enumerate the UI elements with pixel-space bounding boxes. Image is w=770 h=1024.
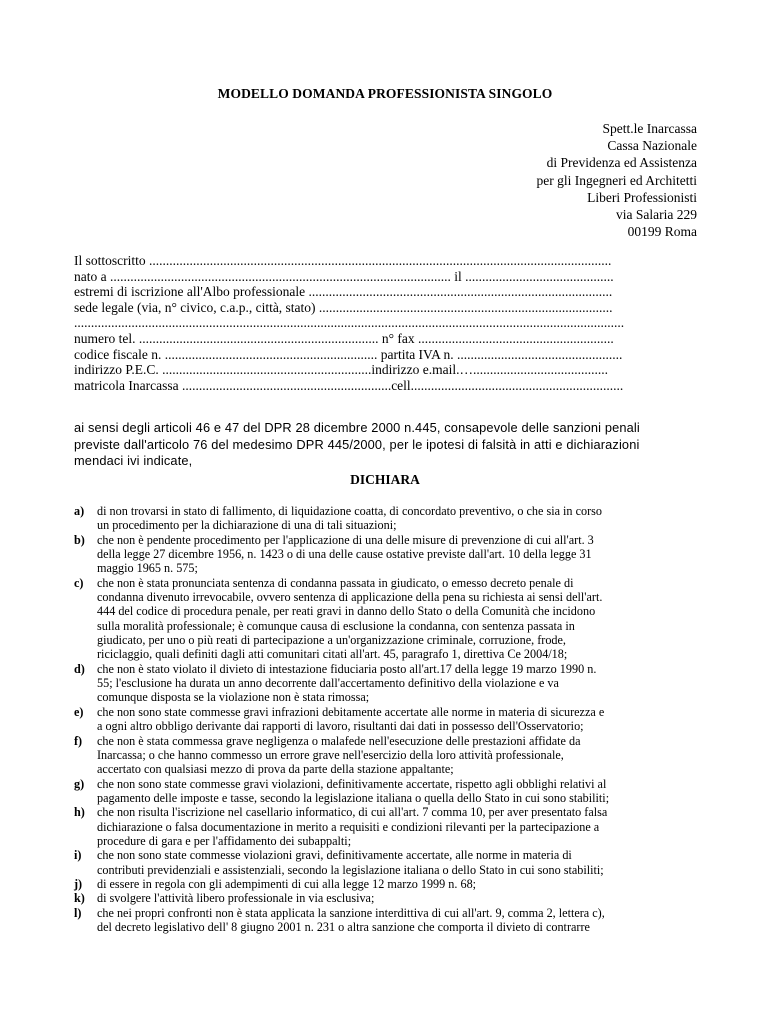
clause-text	[97, 576, 698, 662]
declaration-line: ai sensi degli articoli 46 e 47 del DPR 28 dicembre 2000 n.445, consapevole delle sanzioni penali	[74, 420, 640, 435]
clause-line: che non è stata commessa grave negligenza o malafede nell'esecuzione delle prestazioni affidate da	[97, 733, 581, 748]
clause-line: giudicato, per uno o più reati di partecipazione a un'organizzazione criminale, corruzione, frode,	[97, 633, 566, 648]
clause-letter: e)	[74, 704, 84, 719]
field-nascita[interactable]: nato a ..................................................................................................... il ............................................	[74, 268, 614, 284]
clause-line: contributi previdenziali e assistenziali, secondo la legislazione italiana o dello Stato in cui sono stabiliti;	[97, 862, 604, 877]
page-title: MODELLO DOMANDA PROFESSIONISTA SINGOLO	[217, 86, 553, 101]
declaration-line: mendaci ivi indicate,	[74, 453, 193, 469]
clause-item	[74, 533, 698, 576]
clause-letter: k)	[74, 891, 85, 906]
field-nome[interactable]: Il sottoscritto .........................................................................................................................................	[74, 253, 612, 268]
clause-item	[74, 877, 698, 891]
clause-line: che non sono state commesse gravi infrazioni debitamente accertate alle norme in materia di sicurezza e	[97, 704, 605, 719]
clause-text	[97, 705, 698, 734]
clause-letter: b)	[74, 532, 85, 547]
clause-line: maggio 1965 n. 575;	[97, 561, 198, 576]
declaration-intro	[74, 420, 699, 470]
clause-letter: i)	[74, 848, 82, 863]
clause-item	[74, 777, 698, 806]
recipient-line: via Salaria 229	[616, 207, 697, 223]
clause-text	[97, 504, 698, 533]
recipient-address	[537, 120, 697, 240]
clause-text	[97, 848, 698, 877]
clause-line: che non è stato violato il divieto di intestazione fiduciaria posto all'art.17 della legge 19 marzo 1990 n.	[97, 661, 597, 676]
clause-letter: j)	[74, 876, 83, 891]
recipient-line: di Previdenza ed Assistenza	[546, 155, 697, 171]
clause-line: della legge 27 dicembre 1956, n. 1423 o di una delle cause ostative previste dall'art. 10 della legge 31	[97, 547, 592, 562]
clause-letter: h)	[74, 805, 85, 820]
clause-line: di non trovarsi in stato di fallimento, di liquidazione coatta, di concordato preventivo, o che sia in corso	[97, 504, 602, 518]
clause-item	[74, 805, 698, 848]
clause-line: che non sono state commesse gravi violazioni, definitivamente accertate, rispetto agli obblighi relativi al	[97, 776, 607, 791]
clause-line: che non sono state commesse violazioni gravi, definitivamente accertate, alle norme in materia di	[97, 848, 572, 863]
clause-text	[97, 777, 698, 806]
clause-item	[74, 906, 698, 935]
recipient-line: 00199 Roma	[627, 224, 697, 240]
clause-line: a ogni altro obbligo derivante dai rapporti di lavoro, risultanti dai dati in possesso dell'Osservatorio;	[97, 719, 584, 734]
applicant-fields	[74, 253, 696, 393]
recipient-line: Liberi Professionisti	[587, 189, 697, 205]
clause-text	[97, 533, 698, 576]
clause-line: di essere in regola con gli adempimenti di cui alla legge 12 marzo 1999 n. 68;	[97, 876, 477, 891]
clause-item	[74, 705, 698, 734]
clause-line: che non è pendente procedimento per l'applicazione di una delle misure di prevenzione di cui all'art. 3	[97, 532, 594, 547]
clause-line: del decreto legislativo dell' 8 giugno 2001 n. 231 o altra sanzione che comporta il divieto di contrarre	[97, 919, 590, 934]
clause-text	[97, 662, 698, 705]
clause-line: un procedimento per la dichiarazione di una di tali situazioni;	[97, 518, 397, 533]
dichiara-heading: DICHIARA	[350, 472, 420, 487]
clause-text	[97, 734, 698, 777]
clause-line: Inarcassa; o che hanno commesso un errore grave nell'esercizio della loro attività professionale,	[97, 747, 564, 762]
clause-item	[74, 891, 698, 905]
field-codice-fiscale-iva[interactable]: codice fiscale n. ............................................................... partita IVA n. .................................................	[74, 346, 623, 362]
field-sede-legale[interactable]: sede legale (via, n° civico, c.a.p., città, stato) .......................................................................................	[74, 299, 613, 315]
clause-line: riciclaggio, quali definiti dagli atti comunitari citati all'art. 45, paragrafo 1, direttiva Ce 2004/18;	[97, 647, 568, 662]
clause-item	[74, 504, 698, 533]
clause-letter: l)	[74, 905, 82, 920]
clause-line: accertato con qualsiasi mezzo di prova da parte della stazione appaltante;	[97, 762, 454, 777]
recipient-line: Cassa Nazionale	[607, 138, 697, 154]
field-pec-email[interactable]: indirizzo P.E.C. ..............................................................indirizzo e.mail.…........................................	[74, 362, 608, 378]
field-telefono-fax[interactable]: numero tel. ....................................................................... n° fax ..........................................................	[74, 330, 614, 346]
clause-text	[97, 891, 698, 905]
clause-line: che nei propri confronti non è stata applicata la sanzione interdittiva di cui all'art. 9, comma 2, lettera c),	[97, 905, 605, 920]
clause-letter: c)	[74, 575, 84, 590]
clause-item	[74, 662, 698, 705]
clause-letter: a)	[74, 504, 85, 518]
clause-letter: f)	[74, 733, 83, 748]
clause-letter: d)	[74, 661, 85, 676]
clause-text	[97, 906, 698, 935]
clause-line: che non è stata pronunciata sentenza di condanna passata in giudicato, o emesso decreto penale di	[97, 575, 574, 590]
field-matricola-cell[interactable]: matricola Inarcassa ..............................................................cell...............................................................	[74, 377, 624, 393]
recipient-line: Spett.le Inarcassa	[602, 121, 697, 136]
clause-letter: g)	[74, 776, 85, 791]
recipient-line: per gli Ingegneri ed Architetti	[536, 172, 697, 188]
field-albo[interactable]: estremi di iscrizione all'Albo professionale ..........................................................................................	[74, 284, 613, 300]
clause-text	[97, 805, 698, 848]
clause-line: procedure di gara e per l'affidamento dei subappalti;	[97, 833, 352, 848]
declaration-line: previste dall'articolo 76 del medesimo DPR 445/2000, per le ipotesi di falsità in atti e dichiarazioni	[74, 436, 640, 452]
clause-line: condanna divenuto irrevocabile, ovvero sentenza di applicazione della pena su richiesta ai sensi dell'art.	[97, 590, 603, 605]
clause-line: che non risulta l'iscrizione nel casellario informatico, di cui all'art. 7 comma 10, per aver presentato falsa	[97, 805, 608, 820]
clause-line: 444 del codice di procedura penale, per reati gravi in danno dello Stato o della Comunità che incidono	[97, 604, 596, 619]
clause-item	[74, 576, 698, 662]
clause-line: sulla moralità professionale; è comunque causa di esclusione la condanna, con sentenza passata in	[97, 618, 575, 633]
field-sede-legale-continued[interactable]: ...................................................................................................................................................................	[74, 315, 625, 331]
clause-line: pagamento delle imposte e tasse, secondo la legislazione italiana o quella dello Stato in cui sono stabiliti;	[97, 790, 610, 805]
clause-item	[74, 734, 698, 777]
clause-list	[74, 504, 698, 934]
clause-line: dichiarazione o falsa documentazione in merito a requisiti e condizioni rilevanti per la partecipazione a	[97, 819, 600, 834]
clause-line: di svolgere l'attività libero professionale in via esclusiva;	[97, 891, 375, 906]
clause-item	[74, 848, 698, 877]
clause-line: comunque disposta se la violazione non è stata rimossa;	[97, 690, 370, 705]
clause-text	[97, 877, 698, 891]
clause-line: 55; l'esclusione ha durata un anno decorrente dall'accertamento definitivo della violazione e va	[97, 676, 559, 691]
